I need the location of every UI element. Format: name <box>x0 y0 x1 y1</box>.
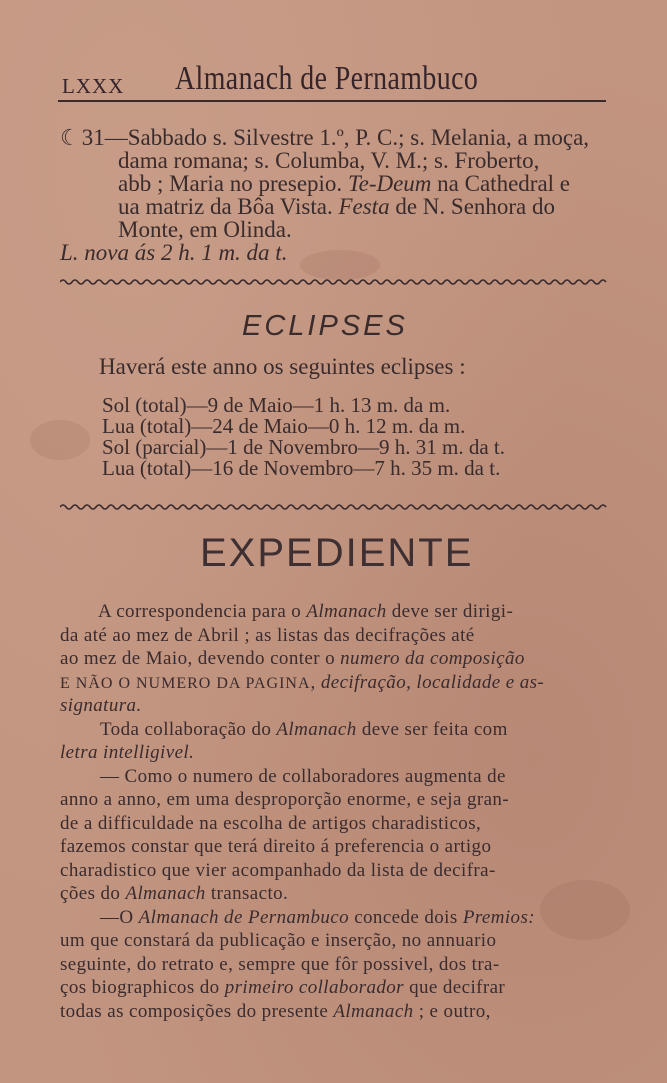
text-run-italic: primeiro collaborador <box>224 977 404 998</box>
moon-phase-line <box>60 241 620 264</box>
calendar-line <box>60 149 620 172</box>
calendar-text: ua matriz da Bôa Vista. <box>118 194 339 219</box>
calendar-line <box>60 172 620 195</box>
text-line <box>60 788 620 812</box>
eclipses-intro: Haverá este anno os seguintes eclipses : <box>99 354 466 379</box>
text-run: que decifrar <box>403 977 506 998</box>
text-run-italic: numero da composição <box>340 648 525 669</box>
calendar-text: abb ; Maria no presepio. <box>118 171 348 196</box>
expediente-body <box>60 600 620 1023</box>
running-header <box>0 60 667 104</box>
text-run: de a difficuldade na escolha de artigos charadisticos, <box>60 812 482 834</box>
text-line <box>60 741 620 765</box>
header-rule <box>58 100 606 102</box>
text-line <box>60 647 620 671</box>
text-line <box>60 929 620 953</box>
text-run: , <box>310 671 321 693</box>
text-run: fazemos constar que terá direito á preferencia o artigo <box>60 836 492 857</box>
calendar-line <box>60 126 620 149</box>
text-run: anno a anno, em uma desproporção enorme, e seja gran- <box>60 789 510 810</box>
text-run: —O <box>100 906 139 928</box>
text-run: Toda collaboração do <box>100 718 277 740</box>
eclipse-item: Lua (total)—24 de Maio—0 h. 12 m. da m. <box>102 414 466 438</box>
text-line <box>60 624 620 648</box>
text-run: ções do <box>60 883 126 904</box>
text-line <box>60 906 620 930</box>
calendar-line <box>60 195 620 218</box>
calendar-text-italic: Festa <box>338 194 390 219</box>
text-line <box>60 765 620 789</box>
text-line <box>60 976 620 1000</box>
text-run-italic: Almanach <box>276 718 357 740</box>
calendar-text: de N. Senhora do <box>389 194 556 219</box>
text-line <box>60 812 620 836</box>
text-run: concede dois <box>349 906 463 928</box>
text-run: da até ao mez de Abril ; as listas das decifrações até <box>60 624 475 646</box>
text-run-italic: Almanach <box>125 883 206 904</box>
calendar-text: na Cathedral e <box>431 171 570 196</box>
paper-stain <box>30 420 90 460</box>
calendar-line <box>60 218 620 241</box>
text-line <box>60 671 620 695</box>
text-run-smallcaps: E NÃO O NUMERO DA PAGINA <box>60 674 311 692</box>
text-run: transacto. <box>205 883 289 904</box>
text-run: seguinte, do retrato e, sempre que fôr possivel, dos tra- <box>60 953 500 975</box>
text-line <box>60 600 620 624</box>
calendar-entry <box>60 126 620 264</box>
page-number: LXXX <box>62 74 125 98</box>
text-run-italic: letra intelligivel. <box>60 742 195 763</box>
expediente-heading: EXPEDIENTE <box>200 531 474 575</box>
text-run: ços biographicos do <box>60 977 225 998</box>
text-run: A correspondencia para o <box>98 601 307 622</box>
text-run: deve ser feita com <box>356 718 508 740</box>
text-run: — Como o numero de collaboradores augmenta de <box>100 765 506 787</box>
text-line <box>60 718 620 742</box>
text-run: ao mez de Maio, devendo conter o <box>60 648 341 669</box>
text-run: charadistico que vier acompanhado da lista de decifra- <box>60 859 496 881</box>
eclipse-item: Sol (parcial)—1 de Novembro—9 h. 31 m. da t. <box>102 435 505 459</box>
text-run: um que constará da publicação e inserção, no annuario <box>60 930 497 951</box>
text-line <box>60 953 620 977</box>
text-line <box>60 1000 620 1024</box>
page-title: Almanach de Pernambuco <box>175 60 479 97</box>
calendar-text: dama romana; s. Columba, V. M.; s. Froberto, <box>118 148 540 173</box>
eclipses-heading: ECLIPSES <box>242 310 408 342</box>
text-run-italic: Almanach <box>306 601 387 622</box>
text-line <box>60 835 620 859</box>
text-run: todas as composições do presente <box>60 1000 334 1022</box>
eclipse-item: Sol (total)—9 de Maio—1 h. 13 m. da m. <box>102 393 451 417</box>
calendar-text-italic: Te-Deum <box>347 171 432 196</box>
eclipse-list <box>102 395 505 479</box>
moon-phase-icon: ☾ <box>60 125 80 150</box>
wavy-divider <box>60 503 608 511</box>
text-run: deve ser dirigi- <box>386 601 514 622</box>
text-line <box>60 882 620 906</box>
calendar-text-italic: L. nova ás 2 h. 1 m. da t. <box>60 240 288 265</box>
text-run-italic: Premios: <box>462 906 535 928</box>
eclipse-item: Lua (total)—16 de Novembro—7 h. 35 m. da t. <box>102 456 501 480</box>
text-line <box>60 694 620 718</box>
calendar-text: 31—Sabbado s. Silvestre 1.º, P. C.; s. Melania, a moça, <box>81 125 590 150</box>
calendar-text: Monte, em Olinda. <box>118 217 292 242</box>
text-run: ; e outro, <box>413 1000 491 1022</box>
wavy-divider <box>60 278 608 286</box>
text-run-italic: decifração, localidade e as- <box>320 671 545 693</box>
text-run-italic: Almanach <box>333 1000 414 1022</box>
text-run-italic: signatura. <box>60 695 142 716</box>
text-run-italic: Almanach de Pernambuco <box>138 906 350 928</box>
text-line <box>60 859 620 883</box>
